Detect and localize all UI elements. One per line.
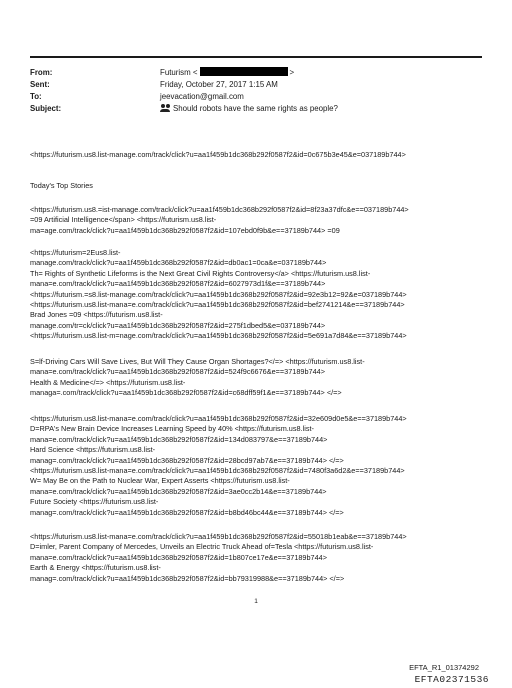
body-line: Today's Top Stories (30, 181, 93, 190)
body-line: Brad Jones =09 <https://futurism.us8.list- (30, 310, 163, 320)
body-line: <https://futurism.us8.list-m=nage.com/track/click?u=aa1f459b1dc368b292f0587f2&id=5e691a7d84&e==37189b744> (30, 331, 407, 341)
body-line: manag=.com/track/click?u=aa1f459b1dc368b292f0587f2&id=28bcd97ab7&e==37189b744> </=> (30, 455, 344, 465)
page-number: 1 (254, 598, 258, 605)
sent-label: Sent: (30, 80, 50, 89)
body-line: mana=e.com/track/click?u=aa1f459b1dc368b292f0587f2&id=3ae0cc2b14&e==37189b744> (30, 486, 327, 496)
body-line: D=RPA's New Brain Device Increases Learning Speed by 40% <https://futurism.us8.list- (30, 424, 314, 434)
body-line: Health & Medicine</=> <https://futurism.us8.list- (30, 377, 186, 387)
body-line: <https://futurism.us8.list-manage.com/track/click?u=aa1f459b1dc368b292f0587f2&id=0c675b3e45&e=037189b744> (30, 150, 406, 159)
body-line: mana=e.com/track/click?u=aa1f459b1dc368b292f0587f2&id=1b807ce17e&e==37189b744> (30, 552, 327, 562)
sent-row (30, 79, 482, 91)
to-label: To: (30, 92, 42, 101)
body-line: <https://futurism.us8.list-mana=e.com/track/click?u=aa1f459b1dc368b292f0587f2&id=bef2741214&e==37189b744> (30, 300, 405, 309)
to-row (30, 91, 482, 103)
body-line: manage.com/tr=ck/click?u=aa1f459b1dc368b292f0587f2&id=275f1dbed5&e=037189b744> (30, 320, 326, 330)
body-line: D=imler, Parent Company of Mercedes, Unveils an Electric Truck Ahead of=Tesla <https://futurism.us8.list- (30, 542, 374, 552)
subject-value (160, 103, 482, 115)
body-line: mana=e.com/track/click?u=aa1f459b1dc368b292f0587f2&id=6027973d1f&e==37189b744> (30, 279, 326, 289)
to-value: jeevacation@gmail.com (160, 92, 244, 101)
body-line: <https://futurism.=s8.list-manage.com/track/click?u=aa1f459b1dc368b292f0587f2&id=92e3b12=92&e=037189b744> (30, 289, 407, 299)
body-line: <https://futurism.us8.list-mana=e.com/track/click?u=aa1f459b1dc368b292f0587f2&id=32e609d0e5&e==37189b744> (30, 414, 407, 423)
bates-stamp-small: EFTA_R1_01374292 (409, 663, 479, 672)
body-line: Hard Science <https://futurism.us8.list- (30, 445, 156, 455)
body-line: <https://futurism.us8.list-mana=e.com/track/click?u=aa1f459b1dc368b292f0587f2&id=55018b1eab&e==37189b744> (30, 532, 407, 541)
body-line: S=lf-Driving Cars Will Save Lives, But Will They Cause Organ Shortages?</=> <https://futurism.us8.list- (30, 357, 365, 366)
body-line: mana=e.com/track/click?u=aa1f459b1dc368b292f0587f2&id=134d083797&e==37189b744> (30, 434, 328, 444)
body-line: <https://futurism=2Eus8.list- (30, 248, 121, 257)
subject-label: Subject: (30, 104, 62, 113)
from-value (160, 67, 482, 79)
subject-row (30, 103, 482, 115)
body-line: Th= Rights of Synthetic Lifeforms is the Next Great Civil Rights Controversy</a> <https://futurism.us8.list- (30, 268, 371, 278)
bates-stamp-large: EFTA02371536 (414, 674, 489, 685)
body-line: Future Society <https://futurism.us8.list- (30, 497, 159, 507)
body-line: ma=age.com/track/click?u=aa1f459b1dc368b292f0587f2&id=107ebd0f9b&e==37189b744> =09 (30, 225, 340, 235)
body-line: managa=.com/track/click?u=aa1f459b1dc368b292f0587f2&id=c68dff59f1&e==37189b744> </=> (30, 388, 342, 398)
body-line: mana=e.com/track/click?u=aa1f459b1dc368b292f0587f2&id=524f9c6676&e==37189b744> (30, 367, 325, 377)
from-suffix: > (289, 68, 295, 77)
body-line: W= May Be on the Path to Nuclear War, Expert Asserts <https://futurism.us8.list- (30, 476, 290, 486)
people-icon (160, 104, 171, 112)
from-name: Futurism < (160, 68, 198, 77)
subject-text: Should robots have the same rights as people? (173, 104, 338, 113)
header-divider (30, 56, 482, 58)
body-line: =09 Artificial Intelligence</span> <https://futurism.us8.list- (30, 215, 217, 225)
redaction-box (200, 67, 288, 76)
email-header (30, 67, 482, 115)
body-line: <https://futurism.us8.list-mana=e.com/track/click?u=aa1f459b1dc368b292f0587f2&id=7480f3a6d2&e==37189b744> (30, 466, 405, 475)
sent-value: Friday, October 27, 2017 1:15 AM (160, 80, 278, 89)
body-line: <https://futurism.us8.=ist-manage.com/track/click?u=aa1f459b1dc368b292f0587f2&id=8f23a37dfc&e==037189b744> (30, 205, 409, 214)
body-line: manag=.com/track/click?u=aa1f459b1dc368b292f0587f2&id=bb79319988&e==37189b744> </=> (30, 573, 345, 583)
body-line: manage.com/track/click?u=aa1f459b1dc368b292f0587f2&id=db0ac1=0ca&e=037189b744> (30, 258, 327, 268)
from-label: From: (30, 68, 53, 77)
body-line: Earth & Energy <https://futurism.us8.list- (30, 563, 161, 573)
body-line: manag=.com/track/click?u=aa1f459b1dc368b292f0587f2&id=b8bd46bc44&e==37189b744> </=> (30, 507, 344, 517)
from-row (30, 67, 482, 79)
